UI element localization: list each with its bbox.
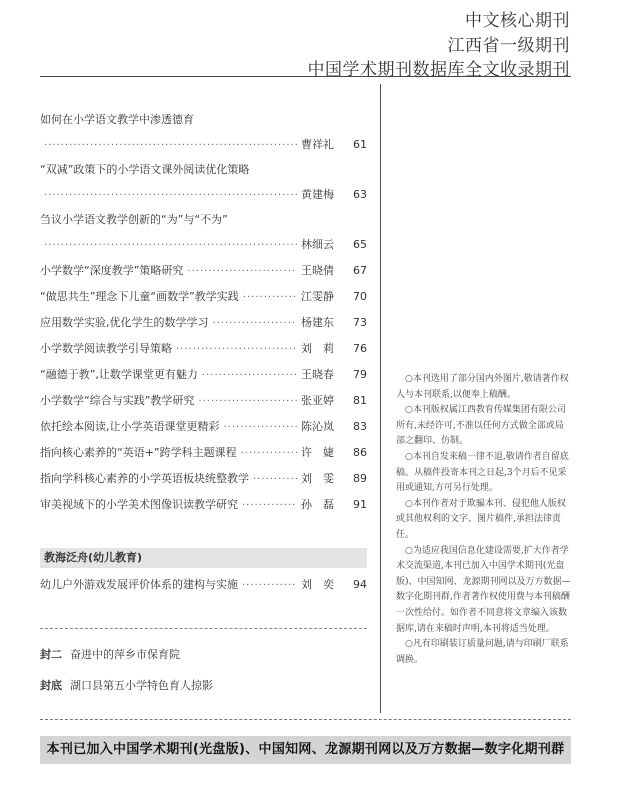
entry-line xyxy=(40,284,367,310)
entry-line xyxy=(40,466,367,492)
entry-leader-row xyxy=(40,132,367,158)
entry-title: 应用数学实验,优化学生的数学学习 xyxy=(40,316,209,329)
entry-page: 73 xyxy=(353,316,367,329)
entry-page: 76 xyxy=(353,342,367,355)
entry-page: 70 xyxy=(353,290,367,303)
entry-page: 79 xyxy=(353,368,367,381)
leader-dots xyxy=(242,493,297,519)
entry-title: 指向核心素养的“英语+”跨学科主题课程 xyxy=(40,446,237,459)
entry-page: 94 xyxy=(353,578,367,591)
notice-paragraph: ○凡有印刷装订质量问题,请与印刷厂联系调换。 xyxy=(396,639,569,665)
entry-author: 曹祥礼 xyxy=(301,138,334,151)
entry-leader-row xyxy=(40,232,367,258)
entry-page: 89 xyxy=(353,472,367,485)
toc-entry[interactable] xyxy=(40,310,367,336)
section-separator xyxy=(40,628,367,629)
entry-page: 86 xyxy=(353,446,367,459)
column-divider xyxy=(380,84,381,713)
entry-page: 67 xyxy=(353,264,367,277)
notice-paragraph: ○本刊选用了部分国内外图片,敬请著作权人与本刊联系,以便奉上稿酬。 xyxy=(396,374,569,400)
leader-dots xyxy=(213,311,298,337)
entry-title: 指向学科核心素养的小学英语板块统整教学 xyxy=(40,472,249,485)
header-line-2: 江西省一级期刊 xyxy=(447,36,570,56)
copyright-notice xyxy=(396,372,572,668)
toc-entry[interactable] xyxy=(40,440,367,466)
entry-author: 许 婕 xyxy=(301,446,334,459)
entry-page: 63 xyxy=(353,188,367,201)
entry-author: 林细云 xyxy=(301,238,334,251)
leader-dots xyxy=(243,285,297,311)
entry-title: 审美视域下的小学美术图像识读教学研究 xyxy=(40,498,238,511)
leader-dots xyxy=(187,259,297,285)
notice-paragraph: ○本刊作者对于欺骗本刊、侵犯他人版权或其他权利的文字、图片稿件,承担法律责任。 xyxy=(396,498,566,540)
toc-entry[interactable] xyxy=(40,208,367,258)
entry-line xyxy=(40,440,367,466)
leader-dots xyxy=(176,337,297,363)
entry-author: 刘 奕 xyxy=(301,578,334,591)
cover-row-inside xyxy=(40,646,180,662)
leader-dots xyxy=(202,363,297,389)
entry-author: 王晓春 xyxy=(301,368,334,381)
toc-entry[interactable] xyxy=(40,388,367,414)
toc-entry[interactable] xyxy=(40,492,367,518)
cover-label: 封二 xyxy=(40,648,62,661)
entry-author: 孙 磊 xyxy=(301,498,334,511)
entry-line xyxy=(40,492,367,518)
footer-separator xyxy=(40,719,571,720)
entry-line xyxy=(40,414,367,440)
entry-title: 幼儿户外游戏发展评价体系的建构与实施 xyxy=(40,578,238,591)
leader-dots xyxy=(44,183,297,209)
toc-entry[interactable] xyxy=(40,414,367,440)
cover-text: 奋进中的萍乡市保育院 xyxy=(70,648,180,661)
entry-author: 刘 雯 xyxy=(301,472,334,485)
entry-title: 小学数学“综合与实践”教学研究 xyxy=(40,394,195,407)
entry-title: 小学数学阅读教学引导策略 xyxy=(40,342,172,355)
leader-dots xyxy=(241,441,297,467)
leader-dots xyxy=(242,573,297,599)
entry-title: “做思共生”理念下儿童“画数学”教学实践 xyxy=(40,290,239,303)
header-rule xyxy=(40,76,571,77)
entry-page: 61 xyxy=(353,138,367,151)
entry-line xyxy=(40,336,367,362)
entry-page: 65 xyxy=(353,238,367,251)
entry-title: 刍议小学语文教学创新的“为”与“不为” xyxy=(40,213,228,226)
toc-entry[interactable] xyxy=(40,572,367,598)
entry-title: “融德于教”,让数学课堂更有魅力 xyxy=(40,368,198,381)
toc-entry[interactable] xyxy=(40,466,367,492)
entry-author: 王晓倩 xyxy=(301,264,334,277)
entry-page: 83 xyxy=(353,420,367,433)
toc-entry[interactable] xyxy=(40,336,367,362)
leader-dots xyxy=(224,415,298,441)
entry-author: 刘 莉 xyxy=(301,342,334,355)
entry-line xyxy=(40,362,367,388)
toc-entry[interactable] xyxy=(40,284,367,310)
entry-title: “双减”政策下的小学语文课外阅读优化策略 xyxy=(40,163,250,176)
table-of-contents xyxy=(40,108,367,518)
notice-paragraph: ○为适应我国信息化建设需要,扩大作者学术交流渠道,本刊已加入中国学术期刊(光盘版)、中国知网、龙源期刊网以及万方数据—数字化期刊群,作者著作权使用费与本刊稿酬一次性给付。如作者不同意将文章编入该数据库,请在来稿时声明,本刊将适当处理。 xyxy=(396,545,571,634)
header-line-1: 中文核心期刊 xyxy=(465,11,570,31)
cover-text: 湖口县第五小学特色育人掠影 xyxy=(70,679,213,692)
notice-paragraph: ○本刊自发来稿一律不退,敬请作者自留底稿。从稿件投寄本刊之日起,3个月后不见采用或通知,方可另行处理。 xyxy=(396,451,569,494)
entry-line xyxy=(40,310,367,336)
leader-dots xyxy=(44,233,297,259)
toc-entry[interactable] xyxy=(40,362,367,388)
entry-line xyxy=(40,258,367,284)
cover-label: 封底 xyxy=(40,679,62,692)
entry-author: 江雯静 xyxy=(301,290,334,303)
entry-author: 陈沁岚 xyxy=(301,420,334,433)
entry-page: 81 xyxy=(353,394,367,407)
entry-title: 依托绘本阅读,让小学英语课堂更精彩 xyxy=(40,420,220,433)
entry-title: 如何在小学语文教学中渗透德育 xyxy=(40,113,194,126)
header-line-3: 中国学术期刊数据库全文收录期刊 xyxy=(307,60,570,80)
entry-title: 小学数学“深度教学”策略研究 xyxy=(40,264,184,277)
toc-entry[interactable] xyxy=(40,108,367,158)
toc-entry[interactable] xyxy=(40,158,367,208)
toc-entry[interactable] xyxy=(40,258,367,284)
entry-author: 张亚婷 xyxy=(301,394,334,407)
entry-leader-row xyxy=(40,182,367,208)
leader-dots xyxy=(198,389,297,415)
entry-author: 黄建梅 xyxy=(301,188,334,201)
entry-author: 杨建东 xyxy=(301,316,334,329)
entry-line xyxy=(40,388,367,414)
database-banner: 本刊已加入中国学术期刊(光盘版)、中国知网、龙源期刊网以及万方数据—数字化期刊群 xyxy=(40,736,571,764)
cover-row-back xyxy=(40,677,213,693)
leader-dots xyxy=(253,467,297,493)
leader-dots xyxy=(44,133,297,159)
entry-page: 91 xyxy=(353,498,367,511)
notice-paragraph: ○本刊版权属江西教育传媒集团有限公司所有,未经许可,不准以任何方式做全部或局部之翻印、仿制。 xyxy=(396,405,566,447)
section-heading: 教海泛舟(幼儿教育) xyxy=(40,548,367,568)
